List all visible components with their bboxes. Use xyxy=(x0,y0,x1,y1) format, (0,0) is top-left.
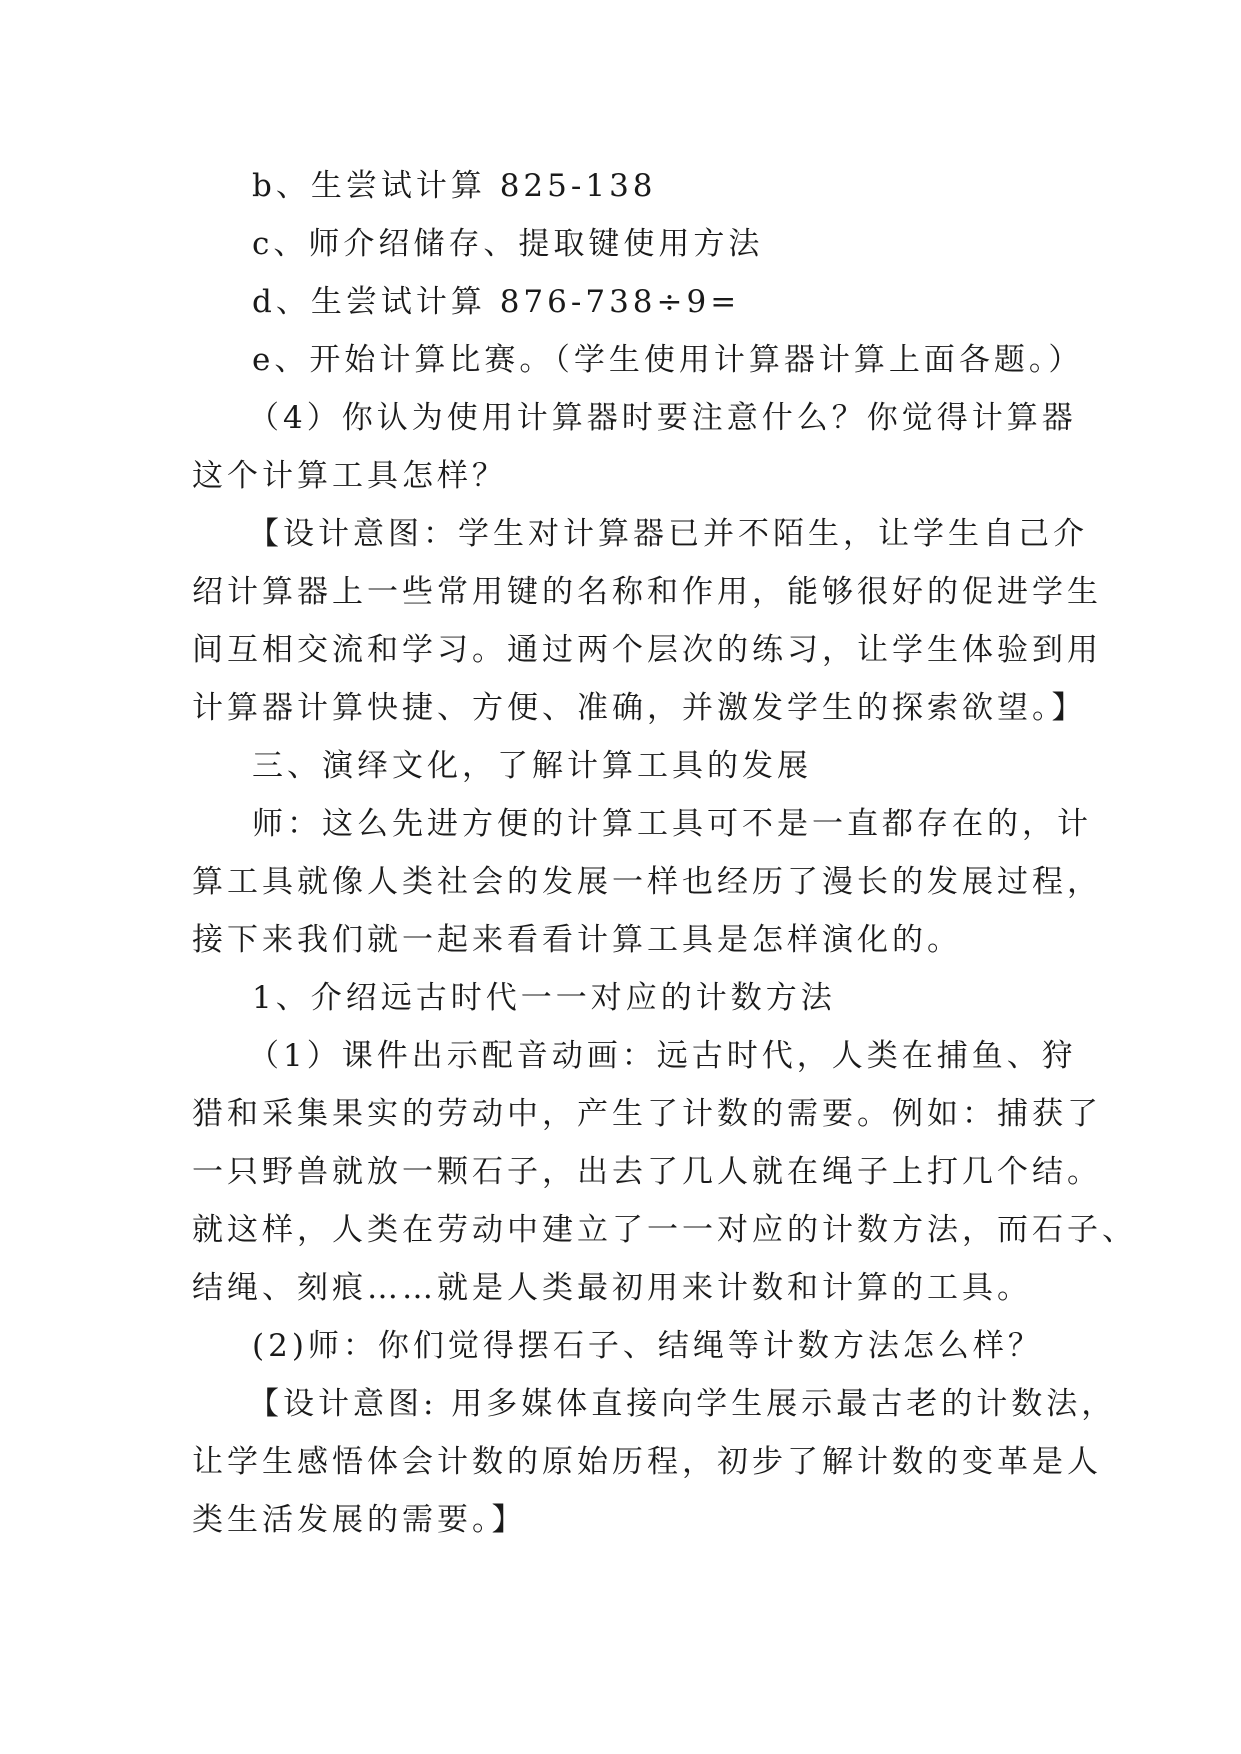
section-heading: 三、演绎文化，了解计算工具的发展 xyxy=(252,748,812,784)
text-line: b、生尝试计算 825-138 xyxy=(252,168,657,204)
text-line: （4）你认为使用计算器时要注意什么？你觉得计算器 xyxy=(248,400,1077,436)
text-line: 计算器计算快捷、方便、准确，并激发学生的探索欲望。】 xyxy=(192,690,1087,726)
text-line: 【设计意图: 用多媒体直接向学生展示最古老的计数法， xyxy=(248,1386,1117,1422)
text-line: 师：这么先进方便的计算工具可不是一直都存在的，计 xyxy=(252,806,1092,842)
text-line: 类生活发展的需要。】 xyxy=(192,1502,527,1538)
text-line: (2)师：你们觉得摆石子、结绳等计数方法怎么样？ xyxy=(252,1328,1043,1364)
text-line: d、生尝试计算 876-738÷9= xyxy=(252,284,741,320)
text-line: 接下来我们就一起来看看计算工具是怎样演化的。 xyxy=(192,922,962,958)
text-line: 这个计算工具怎样？ xyxy=(192,458,507,494)
text-line: 就这样，人类在劳动中建立了一一对应的计数方法，而石子、 xyxy=(192,1212,1137,1248)
text-line: c、师介绍储存、提取键使用方法 xyxy=(252,226,764,262)
text-line: 间互相交流和学习。通过两个层次的练习，让学生体验到用 xyxy=(192,632,1102,668)
text-line: 让学生感悟体会计数的原始历程，初步了解计数的变革是人 xyxy=(192,1444,1102,1480)
text-line: 一只野兽就放一颗石子，出去了几人就在绳子上打几个结。 xyxy=(192,1154,1102,1190)
text-line: 结绳、刻痕……就是人类最初用来计数和计算的工具。 xyxy=(192,1270,1032,1306)
text-line: 猎和采集果实的劳动中，产生了计数的需要。例如：捕获了 xyxy=(192,1096,1102,1132)
text-line: 算工具就像人类社会的发展一样也经历了漫长的发展过程， xyxy=(192,864,1102,900)
subsection-heading: 1、介绍远古时代一一对应的计数方法 xyxy=(252,980,836,1016)
text-line: e、开始计算比赛。（学生使用计算器计算上面各题。） xyxy=(252,342,1084,378)
text-line: 绍计算器上一些常用键的名称和作用，能够很好的促进学生 xyxy=(192,574,1102,610)
text-line: 【设计意图：学生对计算器已并不陌生，让学生自己介 xyxy=(248,516,1088,552)
text-line: （1）课件出示配音动画：远古时代，人类在捕鱼、狩 xyxy=(248,1038,1077,1074)
